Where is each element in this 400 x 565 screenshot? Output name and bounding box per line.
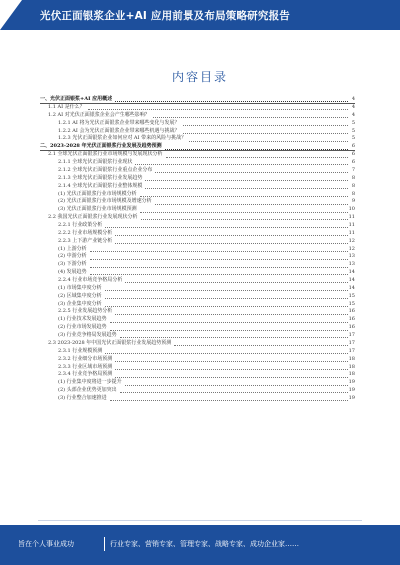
toc-entry-page-number: 16 — [348, 308, 355, 315]
toc-entry-page-number: 12 — [348, 237, 355, 244]
toc-entry-page-number: 5 — [351, 135, 355, 142]
toc-entry-page-number: 7 — [351, 167, 355, 174]
toc-entry-page-number: 17 — [348, 339, 355, 346]
toc-leader-dots — [155, 172, 348, 173]
toc-leader-dots — [125, 282, 348, 283]
toc-leader-dots — [115, 243, 348, 244]
toc-entry-label: 2.2 我国光伏正面银浆行业发展现状分析 — [48, 214, 138, 221]
toc-entry-page-number: 4 — [351, 96, 355, 102]
toc-entry-label: (3) 行业整合加速推进 — [58, 394, 107, 401]
toc-entry-label: 2.2.4 行业市场竞争格局分析 — [58, 277, 123, 284]
toc-entry-label: (1) 上游分析 — [58, 245, 87, 252]
toc-leader-dots — [183, 125, 348, 126]
toc-leader-dots — [140, 212, 348, 213]
toc-entry-label: (1) 光伏正面银浆行业市场规模分析 — [58, 190, 137, 197]
toc-entry[interactable] — [40, 387, 355, 395]
toc-leader-dots — [88, 109, 348, 110]
toc-leader-dots — [115, 314, 348, 315]
footer-separator — [104, 537, 105, 551]
toc-entry[interactable] — [40, 356, 355, 364]
toc-leader-dots — [166, 157, 348, 158]
toc-entry-label: 2.3.1 行业规模预测 — [58, 347, 103, 354]
toc-entry[interactable] — [40, 214, 355, 222]
toc-entry[interactable] — [40, 332, 355, 340]
toc-entry[interactable] — [40, 324, 355, 332]
toc-entry[interactable] — [40, 183, 355, 191]
toc-entry[interactable] — [40, 222, 355, 230]
toc-entry-label: 2.1.2 全球光伏正面银浆行业重点企业分布 — [58, 167, 153, 174]
toc-leader-dots — [105, 298, 348, 299]
toc-entry-page-number: 16 — [348, 316, 355, 323]
toc-entry-label: 2.3 2023-2028 年中国光伏正面银浆行业发展趋势预测 — [48, 339, 172, 346]
toc-leader-dots — [145, 188, 348, 189]
toc-entry-page-number: 17 — [348, 332, 355, 339]
toc-entry-page-number: 5 — [351, 127, 355, 134]
toc-entry-page-number: 6 — [351, 159, 355, 166]
toc-entry-page-number: 19 — [348, 379, 355, 386]
toc-entry-label: 2.1.1 全球光伏正面银浆行业现状 — [58, 159, 133, 166]
toc-entry-label: (1) 市场集中度分析 — [58, 284, 102, 291]
toc-leader-dots — [135, 164, 348, 165]
toc-leader-dots — [174, 345, 348, 346]
footer-divider — [38, 520, 362, 521]
toc-entry-label: (3) 企业集中度分析 — [58, 300, 102, 307]
toc-leader-dots — [110, 400, 348, 401]
toc-entry[interactable] — [40, 277, 355, 285]
toc-entry[interactable] — [40, 230, 355, 238]
toc-entry[interactable] — [40, 167, 355, 175]
toc-entry[interactable] — [40, 112, 355, 120]
toc-leader-dots — [165, 149, 348, 150]
toc-entry[interactable] — [40, 293, 355, 301]
toc-entry-page-number: 8 — [351, 190, 355, 197]
toc-leader-dots — [110, 322, 348, 323]
toc-entry-label: 1.2 AI 对光伏正面银浆企业会产生哪些影响？ — [48, 111, 150, 118]
toc-entry-page-number: 11 — [348, 214, 355, 221]
toc-entry[interactable] — [40, 175, 355, 183]
toc-leader-dots — [120, 392, 348, 393]
toc-entry-page-number: 18 — [348, 371, 355, 378]
toc-entry-page-number: 19 — [348, 387, 355, 394]
toc-entry-page-number: 19 — [348, 394, 355, 401]
toc-leader-dots — [140, 196, 348, 197]
toc-entry-page-number: 14 — [348, 277, 355, 284]
toc-entry-page-number: 18 — [348, 363, 355, 370]
toc-entry-page-number: 9 — [351, 198, 355, 205]
toc-entry-page-number: 14 — [348, 269, 355, 276]
toc-leader-dots — [153, 117, 348, 118]
toc-entry-page-number: 15 — [348, 300, 355, 307]
toc-entry[interactable] — [40, 96, 355, 104]
toc-entry-label: 1.1 AI 是什么？ — [48, 104, 85, 110]
toc-leader-dots — [90, 267, 348, 268]
toc-leader-dots — [183, 133, 348, 134]
report-footer — [0, 525, 400, 565]
table-of-contents — [40, 96, 355, 516]
toc-leader-dots — [125, 385, 348, 386]
toc-entry-page-number: 10 — [348, 206, 355, 213]
toc-entry-label: (2) 光伏正面银浆行业市场规模及增速分析 — [58, 198, 152, 205]
toc-entry-label: (1) 行业集中度将进一步提升 — [58, 379, 122, 386]
toc-entry-label: 一、光伏正面银浆+AI 应用概述 — [40, 96, 113, 102]
toc-leader-dots — [141, 219, 348, 220]
toc-entry[interactable] — [40, 159, 355, 167]
toc-entry-page-number: 8 — [351, 182, 355, 189]
toc-entry-page-number: 4 — [351, 111, 355, 118]
report-title: 光伏正面银浆企业+AI 应用前景及布局策略研究报告 — [40, 10, 290, 22]
toc-entry-label: 2.2.3 上下游产业链分析 — [58, 237, 113, 244]
toc-leader-dots — [105, 306, 348, 307]
toc-entry-page-number: 13 — [348, 253, 355, 260]
toc-leader-dots — [105, 227, 348, 228]
toc-entry-page-number: 12 — [348, 245, 355, 252]
toc-entry-page-number: 6 — [351, 151, 355, 158]
toc-entry[interactable] — [40, 379, 355, 387]
toc-entry[interactable] — [40, 238, 355, 246]
toc-entry-label: 二、2023-2028 年光伏正面银浆行业发展及趋势预测 — [40, 143, 162, 150]
footer-slogan: 旨在个人事业成功 — [18, 540, 74, 548]
toc-entry[interactable] — [40, 395, 355, 403]
toc-entry[interactable] — [40, 104, 355, 112]
toc-entry[interactable] — [40, 253, 355, 261]
toc-entry-page-number: 15 — [348, 292, 355, 299]
header-corner-decoration — [0, 0, 22, 30]
toc-leader-dots — [115, 101, 348, 102]
toc-heading: 内容目录 — [171, 70, 228, 84]
toc-entry-label: 2.2.1 行业政策分析 — [58, 222, 103, 229]
toc-entry-label: 1.2.2 AI 会为光伏正面银浆企业带来哪些机遇与挑战？ — [58, 127, 180, 134]
toc-entry-page-number: 11 — [348, 229, 355, 236]
toc-entry-page-number: 6 — [351, 143, 355, 150]
toc-entry-label: 2.2.5 行业发展趋势分析 — [58, 308, 113, 315]
toc-entry-page-number: 13 — [348, 261, 355, 268]
footer-expert-list: 行业专家、营销专家、管理专家、战略专家、成功企业家…… — [110, 540, 299, 548]
toc-entry[interactable] — [40, 206, 355, 214]
toc-leader-dots — [155, 204, 348, 205]
toc-entry-page-number: 17 — [348, 347, 355, 354]
toc-entry[interactable] — [40, 269, 355, 277]
toc-entry-label: 1.2.1 AI 将为光伏正面银浆企业带来哪些变化与发展？ — [58, 119, 180, 126]
toc-leader-dots — [120, 337, 348, 338]
report-header — [0, 0, 400, 30]
toc-entry[interactable] — [40, 348, 355, 356]
toc-entry-page-number: 11 — [348, 222, 355, 229]
toc-leader-dots — [115, 377, 348, 378]
toc-entry-label: 2.3.3 行业区域市场预测 — [58, 363, 113, 370]
toc-leader-dots — [110, 330, 348, 331]
toc-entry[interactable] — [40, 285, 355, 293]
toc-leader-dots — [105, 353, 348, 354]
toc-leader-dots — [90, 251, 348, 252]
toc-entry[interactable] — [40, 120, 355, 128]
toc-leader-dots — [189, 141, 348, 142]
toc-entry-label: 2.1.4 全球光伏正面银浆行业整体规模 — [58, 182, 143, 189]
toc-entry-label: 2.1 全球光伏正面银浆行业市场规模与发展现状分析 — [48, 151, 163, 158]
toc-entry-page-number: 18 — [348, 355, 355, 362]
toc-entry-label: (2) 头部企业优势更加突出 — [58, 387, 117, 394]
toc-leader-dots — [115, 235, 348, 236]
toc-entry-label: 2.3.4 行业竞争格局预测 — [58, 371, 113, 378]
toc-entry-label: 1.2.3 光伏正面银浆企业如何应对 AI 带来的风险与挑战？ — [58, 135, 187, 142]
toc-entry-page-number: 4 — [351, 104, 355, 110]
toc-entry[interactable] — [40, 246, 355, 254]
toc-leader-dots — [90, 274, 348, 275]
toc-entry-page-number: 5 — [351, 119, 355, 126]
toc-entry-label: (2) 行业市场发展趋势 — [58, 324, 107, 331]
toc-entry-label: (1) 行业技术发展趋势 — [58, 316, 107, 323]
toc-entry-page-number: 14 — [348, 284, 355, 291]
toc-entry-label: (2) 中游分析 — [58, 253, 87, 260]
toc-entry-label: 2.1.3 全球光伏正面银浆行业发展趋势 — [58, 174, 143, 181]
toc-entry-label: (3) 光伏正面银浆行业市场规模预测 — [58, 206, 137, 213]
toc-entry-label: 2.3.2 行业细分市场预测 — [58, 355, 113, 362]
toc-entry[interactable] — [40, 151, 355, 159]
toc-entry-label: (3) 下游分析 — [58, 261, 87, 268]
toc-leader-dots — [105, 290, 348, 291]
toc-entry-page-number: 8 — [351, 174, 355, 181]
toc-leader-dots — [115, 369, 348, 370]
toc-leader-dots — [115, 361, 348, 362]
toc-entry-label: (3) 行业竞争格局发展趋势 — [58, 332, 117, 339]
toc-entry-page-number: 16 — [348, 324, 355, 331]
toc-entry[interactable] — [40, 340, 355, 348]
toc-leader-dots — [145, 180, 348, 181]
toc-entry-label: (2) 区域集中度分析 — [58, 292, 102, 299]
toc-entry-label: 2.2.2 行业市场规模分析 — [58, 229, 113, 236]
toc-entry[interactable] — [40, 261, 355, 269]
toc-leader-dots — [90, 259, 348, 260]
toc-entry-label: (4) 发展趋势 — [58, 269, 87, 276]
